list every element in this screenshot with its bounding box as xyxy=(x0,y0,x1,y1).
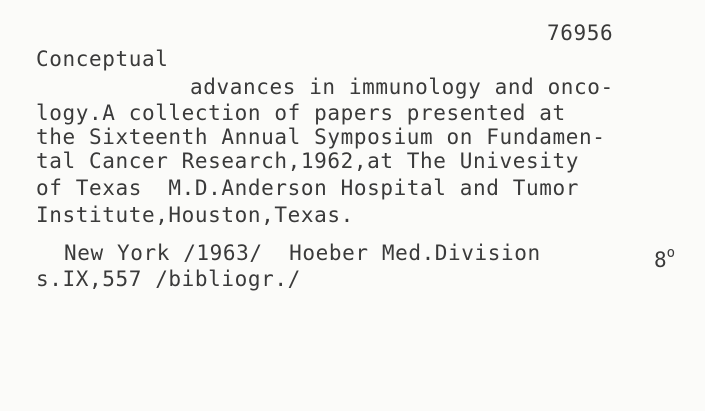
description-line: tal Cancer Research,1962,at The Univesity xyxy=(36,149,579,173)
description-line: the Sixteenth Annual Symposium on Fundamen- xyxy=(36,125,606,149)
description-line: Institute,Houston,Texas. xyxy=(36,203,354,227)
imprint-line: New York /1963/ Hoeber Med.Division xyxy=(64,241,541,265)
card-heading: Conceptual xyxy=(36,47,169,71)
description-line: logy.A collection of papers presented at xyxy=(36,101,566,125)
format-number: 8 xyxy=(654,248,667,272)
pagination-line: s.IX,557 /bibliogr./ xyxy=(36,267,301,291)
description-line: of Texas M.D.Anderson Hospital and Tumor xyxy=(36,176,579,200)
format-size xyxy=(654,241,675,272)
description-line: advances in immunology and onco- xyxy=(190,75,614,99)
format-superscript: o xyxy=(666,245,676,261)
catalog-number: 76956 xyxy=(547,21,614,45)
